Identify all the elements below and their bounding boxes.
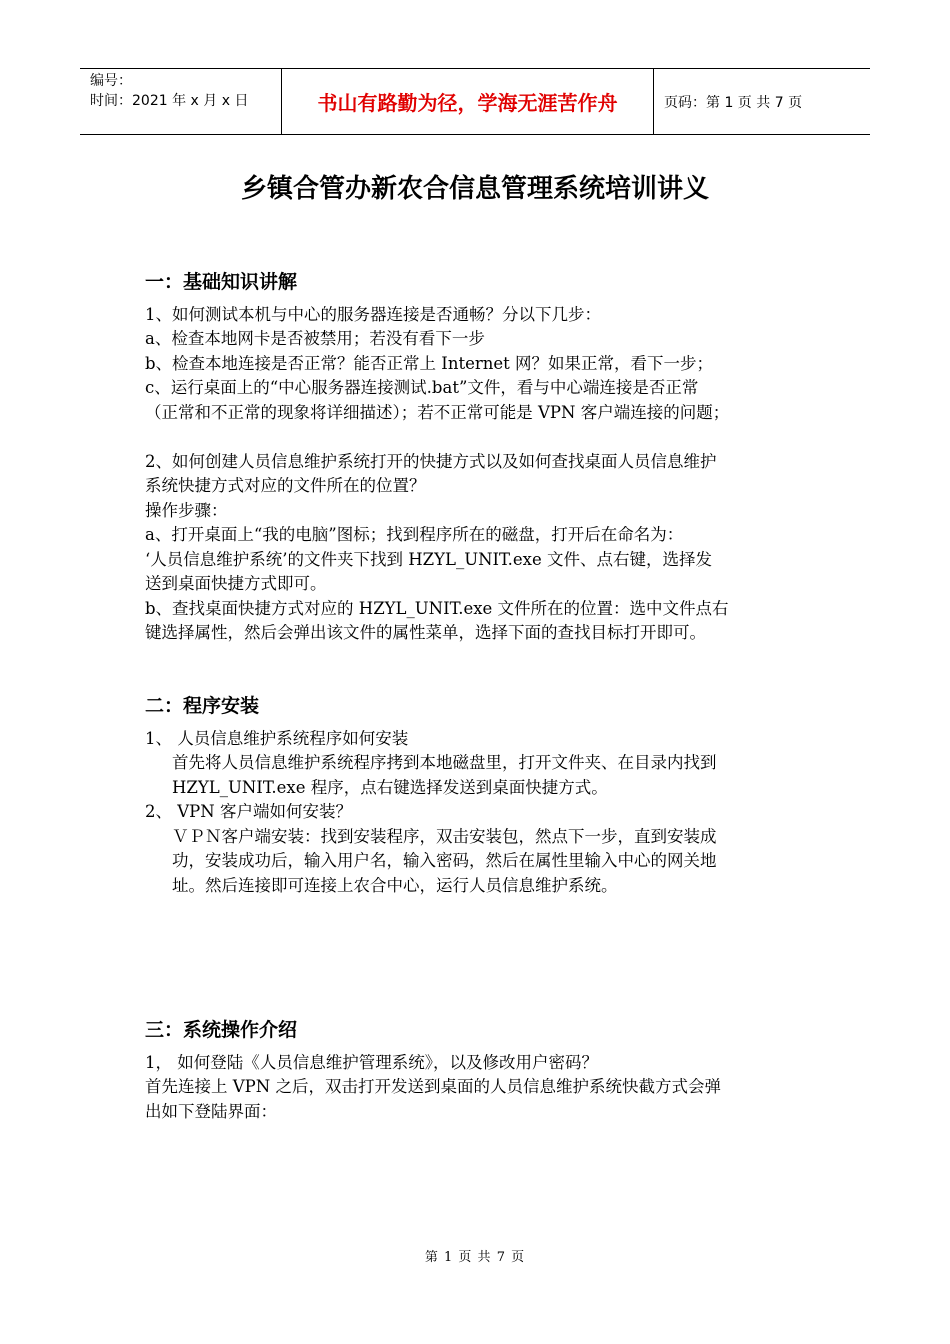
paragraph: 址。然后连接即可连接上农合中心，运行人员信息维护系统。	[172, 875, 618, 895]
paragraph: 系统快捷方式对应的文件所在的位置？	[145, 476, 426, 495]
paragraph: 送到桌面快捷方式即可。	[145, 574, 327, 593]
paragraph: 1、 人员信息维护系统程序如何安装	[145, 728, 409, 748]
paragraph: HZYL_UNIT.exe 程序，点右键选择发送到桌面快捷方式。	[172, 777, 608, 797]
header-motto: 书山有路勤为径，学海无涯苦作舟	[281, 69, 654, 134]
paragraph: b、查找桌面快捷方式对应的 HZYL_UNIT.exe 文件所在的位置：选中文件点右	[145, 598, 729, 618]
paragraph: 1， 如何登陆《人员信息维护管理系统》，以及修改用户密码？	[145, 1052, 598, 1072]
paragraph: b、检查本地连接是否正常？能否正常上 Internet 网？如果正常，看下一步；	[145, 353, 714, 373]
page-footer: 第 1 页 共 7 页	[424, 1250, 526, 1265]
paragraph: 2、如何创建人员信息维护系统打开的快捷方式以及如何查找桌面人员信息维护	[145, 451, 717, 471]
document-title: 乡镇合管办新农合信息管理系统培训讲义	[240, 174, 709, 204]
section-3	[145, 1018, 815, 1124]
paragraph: ‘人员信息维护系统’的文件夹下找到 HZYL_UNIT.exe 文件、点右键，选择发	[145, 549, 712, 569]
paragraph: 2、 VPN 客户端如何安装？	[145, 802, 352, 821]
paragraph: c、运行桌面上的“中心服务器连接测试.bat”文件，看与中心端连接是否正常	[145, 378, 699, 397]
paragraph: 首先连接上 VPN 之后，双击打开发送到桌面的人员信息维护系统快截方式会弹	[145, 1077, 721, 1096]
paragraph: 1、如何测试本机与中心的服务器连接是否通畅？分以下几步：	[145, 304, 601, 324]
section-1-heading: 一：基础知识讲解	[145, 271, 298, 293]
paragraph: 键选择属性，然后会弹出该文件的属性菜单，选择下面的查找目标打开即可。	[145, 623, 706, 642]
number-label: 编号：	[90, 73, 132, 89]
time-label: 时间：2021 年 x 月 x 日	[90, 93, 249, 109]
document-header	[80, 68, 870, 135]
paragraph: ＶＰＮ客户端安装：找到安装程序，双击安装包，然点下一步，直到安装成	[172, 826, 717, 846]
paragraph: 操作步骤：	[145, 500, 228, 520]
paragraph: 功，安装成功后，输入用户名，输入密码，然后在属性里输入中心的网关地	[172, 851, 717, 870]
paragraph: 首先将人员信息维护系统程序拷到本地磁盘里，打开文件夹、在目录内找到	[172, 753, 717, 772]
paragraph: a、打开桌面上“我的电脑”图标；找到程序所在的磁盘，打开后在命名为：	[145, 525, 684, 544]
section-3-heading: 三：系统操作介绍	[145, 1019, 298, 1041]
paragraph: 出如下登陆界面：	[145, 1101, 277, 1121]
section-2-heading: 二：程序安装	[145, 695, 260, 717]
paragraph: a、检查本地网卡是否被禁用；若没有看下一步	[145, 329, 485, 348]
section-1	[145, 270, 815, 646]
header-page-info: 页码：第 1 页 共 7 页	[664, 94, 803, 111]
section-2	[145, 694, 815, 898]
paragraph: （正常和不正常的现象将详细描述）；若不正常可能是 VPN 客户端连接的问题；	[145, 402, 730, 422]
header-meta	[80, 69, 281, 134]
